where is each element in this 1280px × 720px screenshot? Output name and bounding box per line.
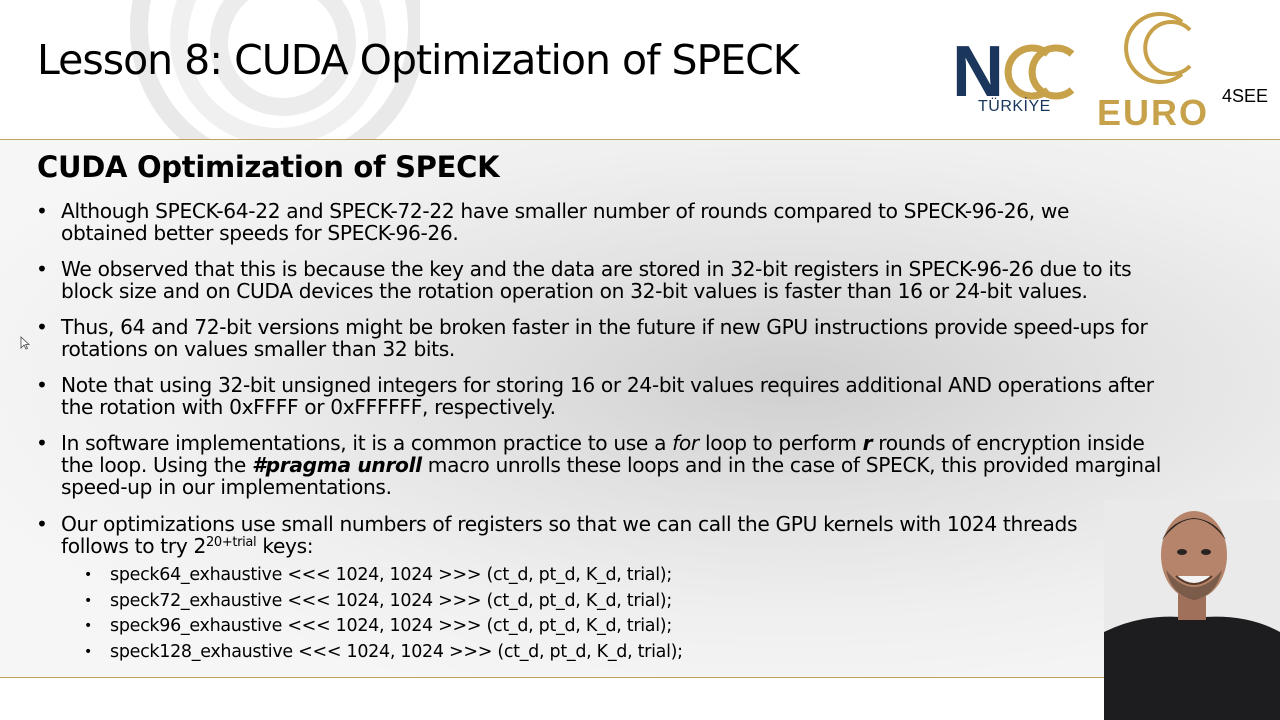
- pragma-unroll-emphasis: #pragma unroll: [251, 453, 422, 477]
- bullet-text-segment: follows to try 2: [61, 534, 206, 558]
- presenter-figure: [1104, 500, 1280, 720]
- bullet-text: [61, 535, 313, 557]
- bullet-text: Note that using 32-bit unsigned integers for storing 16 or 24-bit values requires additional AND operations after: [61, 373, 1154, 397]
- mouse-cursor-icon: [20, 336, 30, 350]
- kernel-call-text: speck96_exhaustive <<< 1024, 1024 >>> (ct_d, pt_d, K_d, trial);: [110, 616, 672, 636]
- bullet-dot: •: [36, 512, 48, 536]
- bullet-text: block size and on CUDA devices the rotation operation on 32-bit values is faster than 16 or 24-bit values.: [61, 279, 1088, 303]
- bullet-dot: •: [36, 199, 48, 223]
- eurocc-logo: [1112, 8, 1202, 88]
- bullet-text-segment: keys:: [256, 534, 314, 558]
- bullet-text-segment: In software implementations, it is a common practice to use a: [61, 431, 673, 455]
- kernel-call-item: [84, 591, 672, 611]
- bullet-text: rotations on values smaller than 32 bits.: [61, 337, 455, 361]
- bullet-text: Our optimizations use small numbers of registers so that we can call the GPU kernels with 1024 threads: [61, 512, 1078, 536]
- exponent: 20+trial: [205, 535, 257, 550]
- sub-bullet-dot: •: [84, 644, 92, 660]
- eurocc-wordmark: EURO: [1097, 92, 1210, 133]
- kernel-call-text: speck128_exhaustive <<< 1024, 1024 >>> (ct_d, pt_d, K_d, trial);: [110, 642, 683, 662]
- bullet-dot: •: [36, 431, 48, 455]
- italic-for: for: [672, 431, 699, 455]
- svg-text:N: N: [952, 34, 1004, 112]
- kernel-call-item: [84, 565, 672, 585]
- italic-r: r: [862, 431, 873, 455]
- sub-bullet-dot: •: [84, 618, 92, 634]
- bullet-text: speed-up in our implementations.: [61, 475, 392, 499]
- bullet-text-segment: the loop. Using the: [61, 453, 252, 477]
- bullet-text-segment: loop to perform: [698, 431, 863, 455]
- bullet-text: [61, 454, 1161, 476]
- kernel-call-item: [84, 616, 672, 636]
- panel-heading: CUDA Optimization of SPECK: [37, 150, 500, 184]
- bullet-dot: •: [36, 257, 48, 281]
- sub-bullet-dot: •: [84, 593, 92, 609]
- bullet-dot: •: [36, 315, 48, 339]
- ncc-country-label: TÜRKİYE: [978, 98, 1051, 115]
- sub-bullet-dot: •: [84, 567, 92, 583]
- bullet-text-segment: macro unrolls these loops and in the case of SPECK, this provided marginal: [421, 453, 1161, 477]
- bullet-text: We observed that this is because the key and the data are stored in 32-bit registers in SPECK-96-26 due to its: [61, 257, 1132, 281]
- bullet-text: obtained better speeds for SPECK-96-26.: [61, 221, 459, 245]
- bullet-text: the rotation with 0xFFFF or 0xFFFFFF, respectively.: [61, 395, 556, 419]
- slide-title: Lesson 8: CUDA Optimization of SPECK: [37, 36, 799, 84]
- bullet-dot: •: [36, 373, 48, 397]
- bullet-text: Although SPECK-64-22 and SPECK-72-22 have smaller number of rounds compared to SPECK-96-26, we: [61, 199, 1070, 223]
- bullet-text: Thus, 64 and 72-bit versions might be broken faster in the future if new GPU instructions provide speed-ups for: [61, 315, 1148, 339]
- kernel-call-item: [84, 642, 683, 662]
- kernel-call-text: speck72_exhaustive <<< 1024, 1024 >>> (ct_d, pt_d, K_d, trial);: [110, 591, 672, 611]
- bullet-text-segment: rounds of encryption inside: [872, 431, 1145, 455]
- bullet-text: [61, 432, 1144, 454]
- eurocc-suffix: 4SEE: [1222, 86, 1269, 106]
- content-panel: [0, 139, 1280, 678]
- presenter-video: [1104, 500, 1280, 720]
- kernel-call-text: speck64_exhaustive <<< 1024, 1024 >>> (ct_d, pt_d, K_d, trial);: [110, 565, 672, 585]
